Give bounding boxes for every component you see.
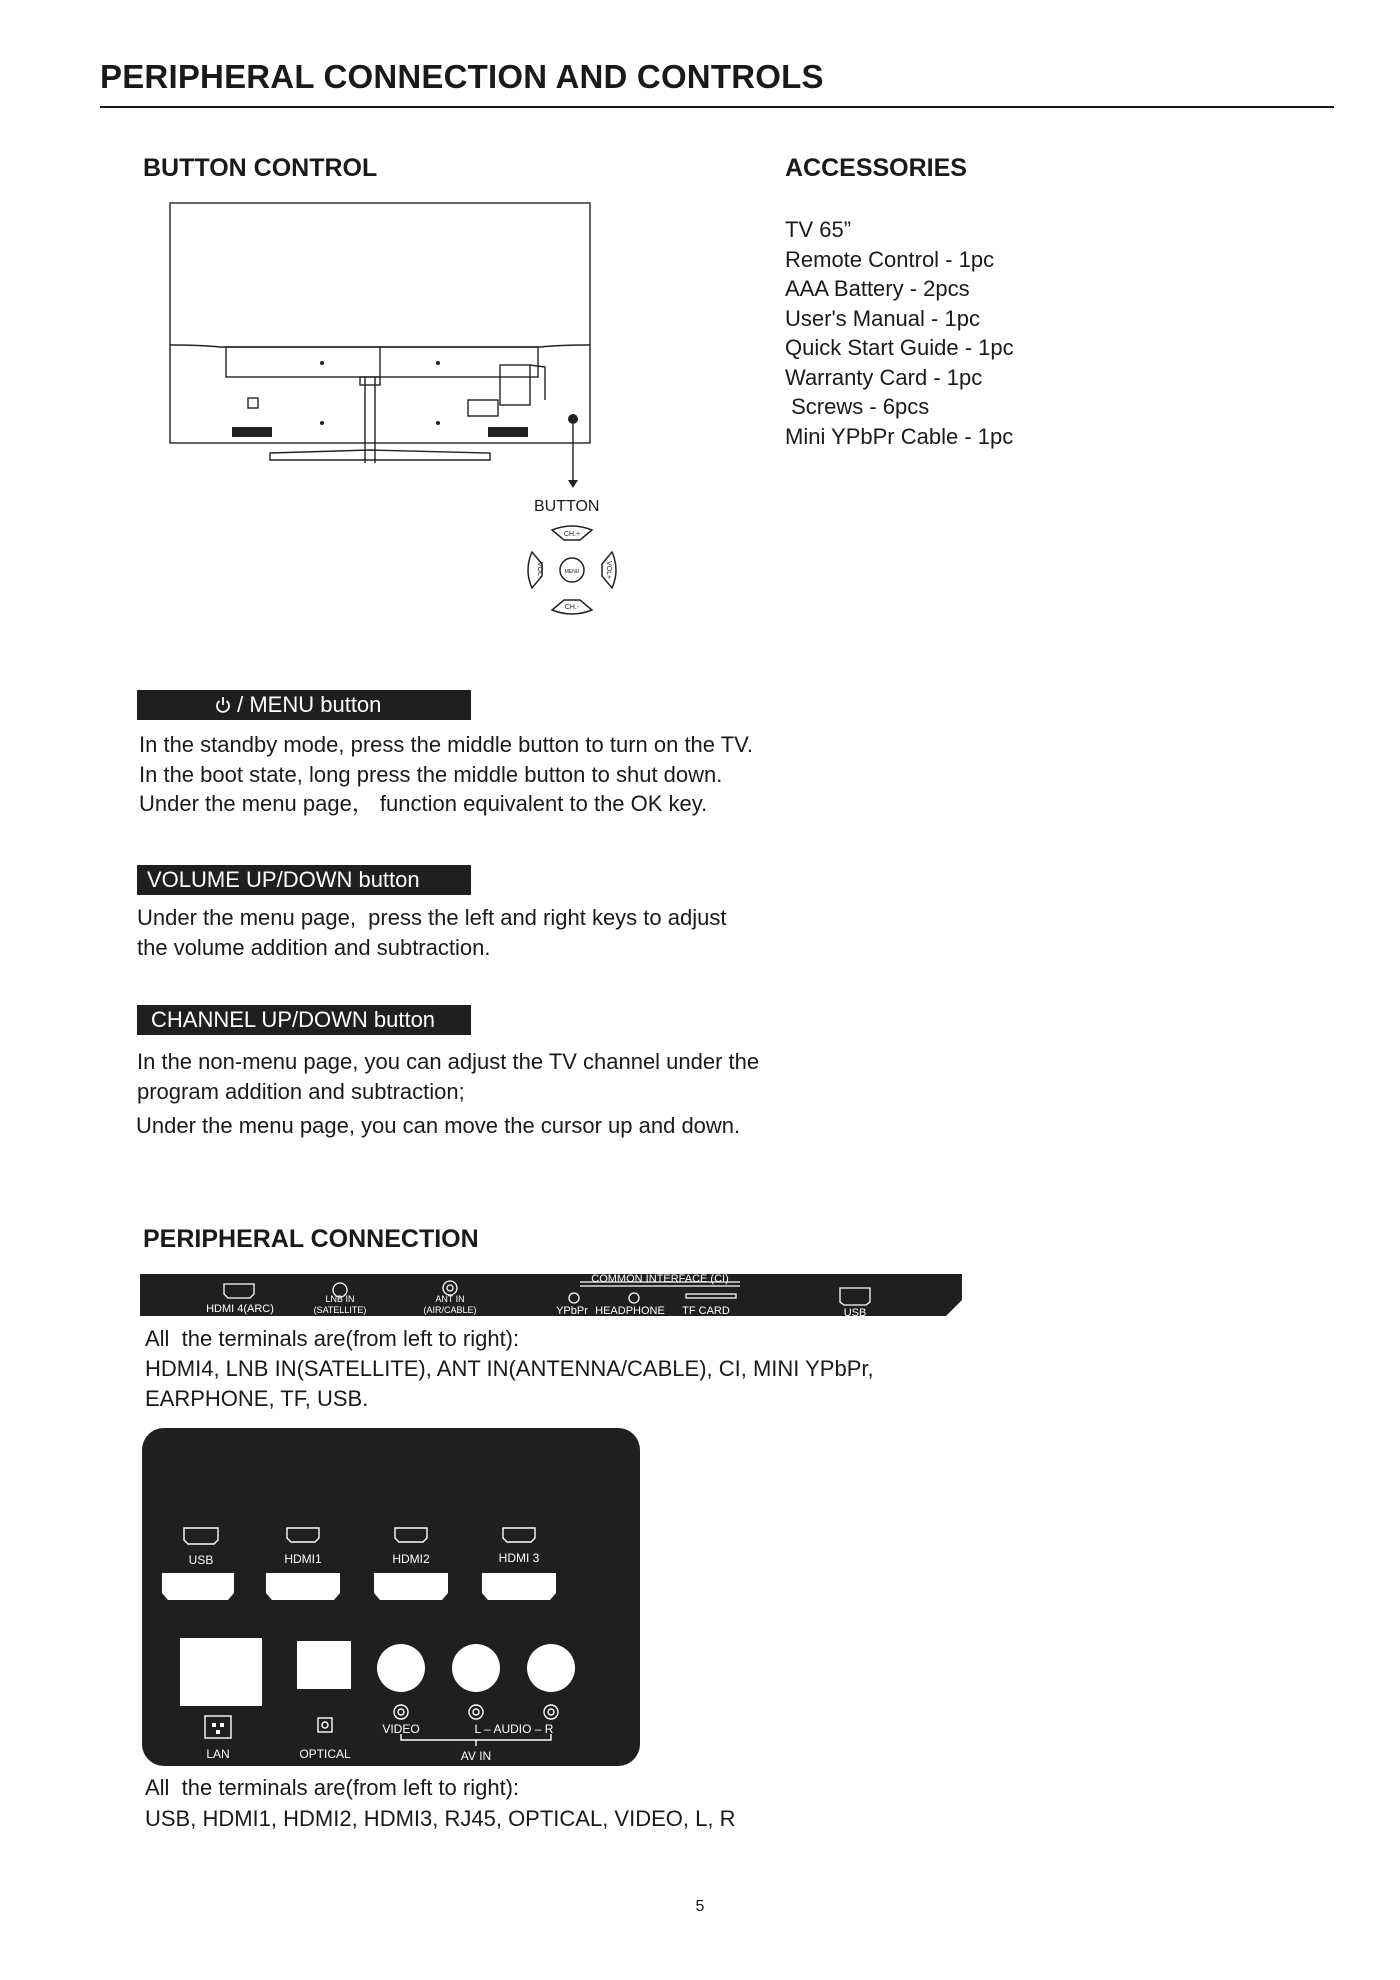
- rear-panel-description: [145, 1772, 735, 1834]
- rear-video-label: VIDEO: [382, 1722, 420, 1736]
- side-ypbpr-label: YPbPr: [556, 1305, 588, 1317]
- description-line: EARPHONE, TF, USB.: [145, 1386, 369, 1411]
- joystick-up-label: CH.+: [563, 531, 581, 538]
- description-line: All the terminals are(from left to right):: [145, 1326, 520, 1351]
- side-usb-label: USB: [843, 1307, 867, 1318]
- button-pointer-label: BUTTON: [534, 498, 600, 515]
- side-panel-description: [145, 1324, 874, 1414]
- description-line: Under the menu page， function equivalent to the OK key.: [139, 791, 708, 816]
- accessory-item: Remote Control - 1pc: [785, 246, 995, 272]
- power-icon: [215, 696, 231, 714]
- side-hdmi4-label: HDMI 4(ARC): [206, 1303, 274, 1315]
- joystick-right-label: VOL+: [605, 560, 612, 580]
- description-line: Under the menu page, you can move the cursor up and down.: [136, 1113, 741, 1138]
- side-lnb-sub-label: (SATELLITE): [313, 1305, 367, 1315]
- description-line: USB, HDMI1, HDMI2, HDMI3, RJ45, OPTICAL, VIDEO, L, R: [145, 1806, 736, 1831]
- rear-hdmi3-label: HDMI 3: [498, 1551, 540, 1565]
- rear-hdmi2-label: HDMI2: [392, 1552, 430, 1566]
- description-line: the volume addition and subtraction.: [137, 934, 491, 960]
- menu-button-label: / MENU button: [237, 692, 382, 717]
- menu-button-description: [139, 730, 753, 819]
- rear-audio-label: L – AUDIO – R: [474, 1722, 554, 1736]
- side-ant-sub-label: (AIR/CABLE): [423, 1305, 477, 1315]
- volume-button-label: VOLUME UP/DOWN button: [147, 867, 420, 892]
- rear-lan-label: LAN: [206, 1747, 230, 1761]
- accessory-item: Screws - 6pcs: [785, 394, 930, 419]
- joystick-center-label: MENU: [564, 569, 580, 575]
- side-panel-diagram: [140, 1272, 962, 1318]
- accessories-heading: ACCESSORIES: [785, 154, 967, 182]
- channel-button-label: CHANNEL UP/DOWN button: [151, 1007, 436, 1032]
- rear-hdmi1-label: HDMI1: [284, 1552, 322, 1566]
- peripheral-connection-heading: PERIPHERAL CONNECTION: [143, 1225, 479, 1253]
- channel-button-description: [137, 1047, 759, 1106]
- accessory-item: Quick Start Guide - 1pc: [785, 335, 1014, 360]
- rear-av-in-label: AV IN: [460, 1749, 492, 1763]
- accessory-item: Mini YPbPr Cable - 1pc: [785, 423, 1014, 449]
- joystick-left-label: VOL-: [536, 561, 543, 579]
- accessory-item: Warranty Card - 1pc: [785, 364, 983, 390]
- side-ci-label: COMMON INTERFACE (CI): [591, 1273, 729, 1285]
- side-ant-label: ANT IN: [435, 1294, 465, 1304]
- channel-button-label-bar: [137, 1005, 471, 1035]
- rear-usb-label: USB: [188, 1553, 214, 1567]
- description-line: In the non-menu page, you can adjust the TV channel under the: [137, 1049, 760, 1074]
- joystick-diagram: [520, 520, 625, 620]
- description-line: In the standby mode, press the middle button to turn on the TV.: [139, 732, 753, 757]
- accessory-item: AAA Battery - 2pcs: [785, 276, 970, 301]
- rear-panel-diagram: [142, 1428, 640, 1766]
- description-line: Under the menu page, press the left and right keys to adjust: [137, 905, 727, 930]
- side-tf-label: TF CARD: [682, 1305, 730, 1317]
- accessories-list: [785, 215, 1014, 451]
- button-control-heading: BUTTON CONTROL: [143, 154, 378, 182]
- side-headphone-label: HEADPHONE: [595, 1305, 665, 1317]
- channel-button-description-2: [136, 1111, 740, 1141]
- page-title: PERIPHERAL CONNECTION AND CONTROLS: [100, 58, 824, 95]
- accessory-item: TV 65”: [785, 217, 852, 242]
- page-number: 5: [695, 1898, 705, 1915]
- rear-optical-label: OPTICAL: [299, 1747, 351, 1761]
- volume-button-description: [137, 903, 726, 962]
- joystick-down-label: CH.-: [564, 604, 580, 611]
- volume-button-label-bar: [137, 865, 471, 895]
- description-line: All the terminals are(from left to right):: [145, 1775, 520, 1800]
- accessory-item: User's Manual - 1pc: [785, 305, 980, 331]
- side-lnb-label: LNB IN: [325, 1294, 355, 1304]
- description-line: HDMI4, LNB IN(SATELLITE), ANT IN(ANTENNA/CABLE), CI, MINI YPbPr,: [145, 1356, 874, 1381]
- title-divider: [100, 106, 1334, 108]
- description-line: In the boot state, long press the middle button to shut down.: [139, 761, 723, 787]
- menu-button-label-bar: [137, 690, 471, 720]
- description-line: program addition and subtraction;: [137, 1078, 465, 1104]
